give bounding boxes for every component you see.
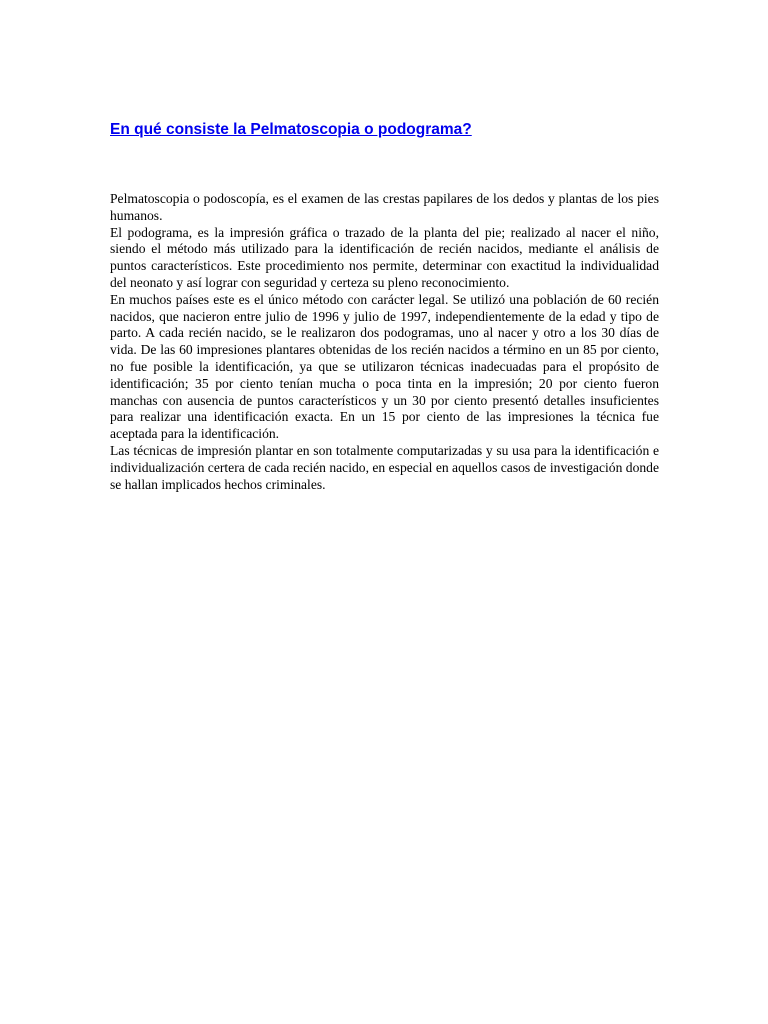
paragraph-podograma: El podograma, es la impresión gráfica o trazado de la planta del pie; realizado al nacer el niño, siendo el método más utilizado para la identificación de recién nacidos, mediante el análisis de puntos característicos. Este procedimiento nos permite, determinar con exactitud la individualidad del neonato y así lograr con seguridad y certeza su pleno reconocimiento.	[110, 224, 659, 290]
document-body	[110, 191, 659, 493]
paragraph-definition: Pelmatoscopia o podoscopía, es el examen de las crestas papilares de los dedos y plantas de los pies humanos.	[110, 191, 659, 223]
paragraph-techniques: Las técnicas de impresión plantar en son totalmente computarizadas y su usa para la identificación e individualización certera de cada recién nacido, en especial en aquellos casos de investigación donde se hallan implicados hechos criminales.	[110, 442, 659, 492]
page-title[interactable]: En qué consiste la Pelmatoscopia o podograma?	[110, 121, 472, 138]
paragraph-study: En muchos países este es el único método con carácter legal. Se utilizó una población de 60 recién nacidos, que nacieron entre julio de 1996 y julio de 1997, independientemente de la edad y tipo de parto. A cada recién nacido, se le realizaron dos podogramas, uno al nacer y otro a los 30 días de vida. De las 60 impresiones plantares obtenidas de los recién nacidos a término en un 85 por ciento, no fue posible la identificación, ya que se utilizaron técnicas inadecuadas para el propósito de identificación; 35 por ciento tenían mucha o poca tinta en la impresión; 20 por ciento fueron manchas con ausencia de puntos característicos y un 30 por ciento presentó detalles insuficientes para realizar una identificación exacta. En un 15 por ciento de las impresiones la técnica fue aceptada para la identificación.	[110, 291, 659, 442]
